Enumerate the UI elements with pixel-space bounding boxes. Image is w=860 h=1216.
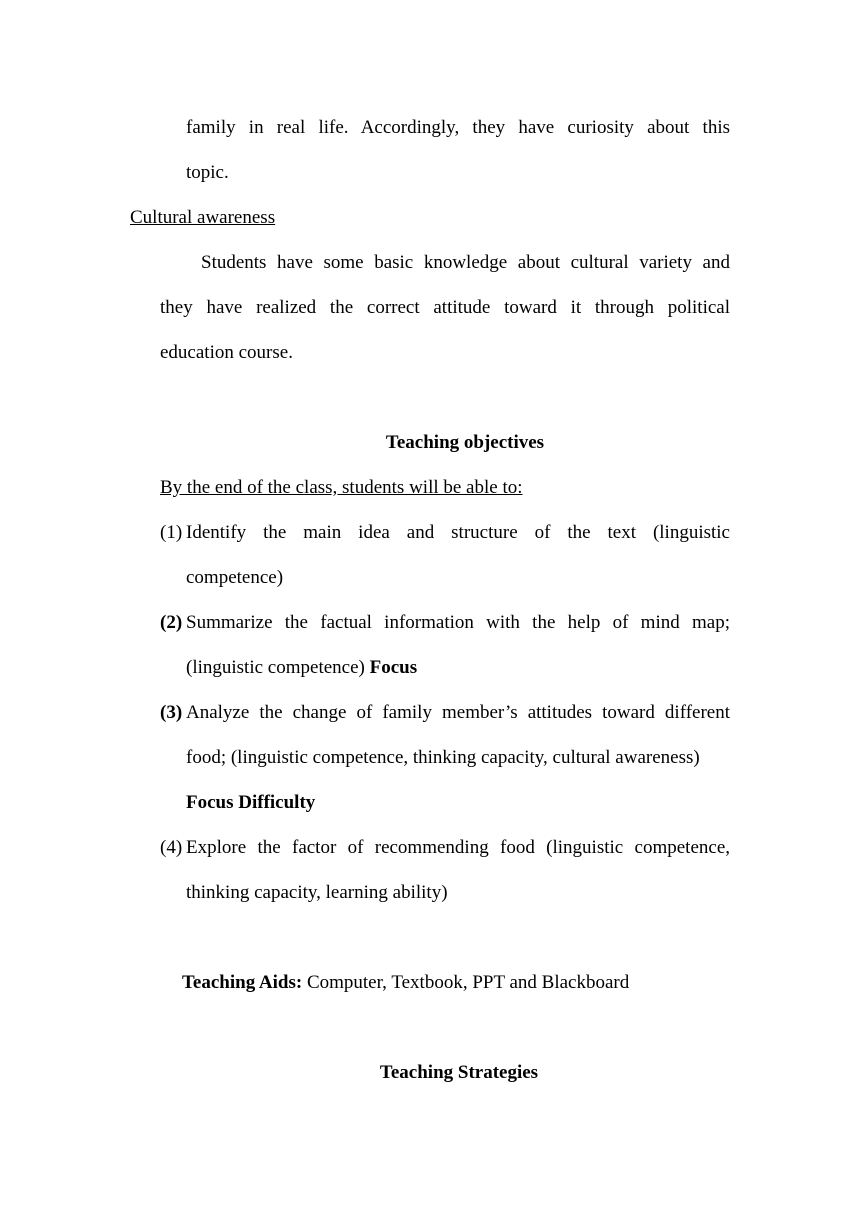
objective-4-line-2: thinking capacity, learning ability) [186,882,448,903]
teaching-objectives-heading: Teaching objectives [385,432,545,453]
objective-3-line-1: Analyze the change of family member’s attitudes toward different [186,702,730,723]
objective-1-line-2: competence) [186,567,284,588]
cultural-line-1: Students have some basic knowledge about cultural variety and [201,252,730,273]
teaching-aids-value: Computer, Textbook, PPT and Blackboard [306,972,630,993]
objective-2-focus-tag: Focus [369,657,418,678]
objective-3-line-2: food; (linguistic competence, thinking capacity, cultural awareness) [186,747,700,768]
objective-1-line-1: Identify the main idea and structure of the text (linguistic [186,522,730,543]
teaching-aids-line [182,971,629,995]
objective-2-number: (2) [160,612,183,633]
objective-2-line-2 [186,656,417,680]
objective-2-line-2-text: (linguistic competence) [186,657,365,678]
cultural-awareness-heading: Cultural awareness [130,207,276,228]
cultural-line-2: they have realized the correct attitude toward it through political [160,297,730,318]
objective-3-focus-difficulty-tag: Focus Difficulty [186,792,316,813]
objective-4-line-1: Explore the factor of recommending food (linguistic competence, [186,837,730,858]
objective-4-number: (4) [160,837,183,858]
teaching-aids-label: Teaching Aids: [182,972,303,993]
intro-line-1: family in real life. Accordingly, they have curiosity about this [186,117,730,138]
objective-2-line-1: Summarize the factual information with the help of mind map; [186,612,730,633]
cultural-line-3: education course. [160,342,293,363]
objective-3-number: (3) [160,702,183,723]
objective-1-number: (1) [160,522,183,543]
teaching-strategies-heading: Teaching Strategies [379,1062,539,1083]
intro-line-2: topic. [186,162,229,183]
objectives-lead: By the end of the class, students will be able to: [160,477,523,498]
